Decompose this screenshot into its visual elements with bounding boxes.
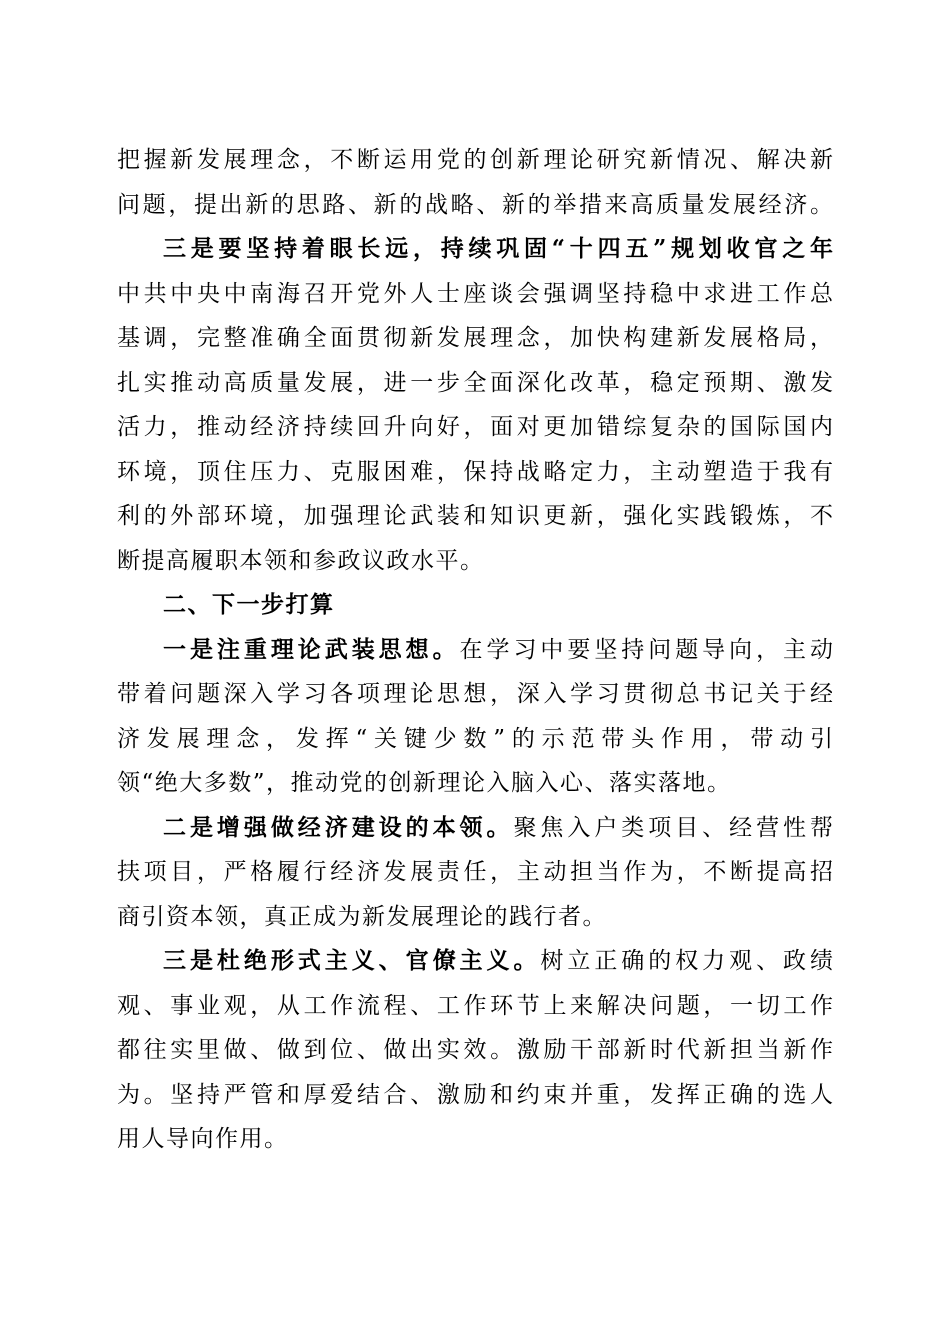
paragraph-lead-line: [117, 939, 833, 984]
body-line: [117, 138, 833, 183]
line-text: 把握新发展理念，不断运用党的创新理论研究新情况、解决新: [117, 147, 833, 173]
body-line: [117, 361, 833, 406]
line-text: 聚焦入户类项目、经营性帮: [513, 814, 834, 841]
line-text: 济发展理念，发挥“关键少数”的示范带头作用，带动引: [117, 725, 833, 752]
line-text: 问题，提出新的思路、新的战略、新的举措来高质量发展经济。: [117, 191, 833, 218]
body-line: [117, 405, 833, 450]
line-text: 基调，完整准确全面贯彻新发展理念，加快构建新发展格局，: [117, 325, 833, 351]
line-text: 带着问题深入学习各项理论思想，深入学习贯彻总书记关于经: [117, 681, 833, 707]
paragraph-lead: 三是杜绝形式主义、官僚主义。: [163, 947, 541, 974]
line-text: 领“绝大多数”，推动党的创新理论入脑入心、落实落地。: [117, 770, 732, 796]
body-line: [117, 672, 833, 717]
body-line: [117, 1117, 833, 1162]
body-line: [117, 1028, 833, 1073]
line-text: 扶项目，严格履行经济发展责任，主动担当作为，不断提高招: [117, 859, 833, 885]
paragraph-lead: 三是要坚持着眼长远，持续巩固“十四五”规划收官之年: [163, 235, 833, 262]
line-text: 活力，推动经济持续回升向好，面对更加错综复杂的国际国内: [117, 414, 833, 440]
line-text: 利的外部环境，加强理论武装和知识更新，强化实践锻炼，不: [117, 503, 833, 529]
line-text: 商引资本领，真正成为新发展理论的践行者。: [117, 903, 607, 930]
paragraph-lead-line: [117, 806, 833, 851]
body-line: [117, 539, 833, 584]
line-text: 观、事业观，从工作流程、工作环节上来解决问题，一切工作: [117, 992, 833, 1019]
body-line: [117, 717, 833, 762]
document-body: [117, 138, 833, 1162]
body-line: [117, 1073, 833, 1118]
line-text: 都往实里做、做到位、做出实效。激励干部新时代新担当新作: [117, 1037, 833, 1063]
paragraph-lead: 一是注重理论武装思想。: [163, 635, 460, 663]
body-line: [117, 272, 833, 317]
body-line: [117, 761, 833, 806]
body-line: [117, 450, 833, 495]
section-heading: [117, 583, 833, 628]
paragraph-lead: 二是增强做经济建设的本领。: [163, 813, 514, 841]
body-line: [117, 316, 833, 361]
line-text: 用人导向作用。: [117, 1126, 289, 1152]
line-text: 扎实推动高质量发展，进一步全面深化改革，稳定预期、激发: [117, 369, 833, 396]
line-text: 断提高履职本领和参政议政水平。: [117, 547, 485, 574]
line-text: 在学习中要坚持问题导向，主动: [459, 636, 834, 663]
line-text: 环境，顶住压力、克服困难，保持战略定力，主动塑造于我有: [117, 458, 833, 485]
body-line: [117, 895, 833, 940]
line-text: 中共中央中南海召开党外人士座谈会强调坚持稳中求进工作总: [117, 280, 833, 307]
paragraph-lead-line: [117, 628, 833, 673]
line-text: 树立正确的权力观、政绩: [540, 948, 834, 974]
body-line: [117, 494, 833, 539]
paragraph-lead-line: [117, 227, 833, 272]
section-heading-text: 二、下一步打算: [163, 591, 335, 618]
body-line: [117, 183, 833, 228]
body-line: [117, 850, 833, 895]
line-text: 为。坚持严管和厚爱结合、激励和约束并重，发挥正确的选人: [117, 1081, 833, 1108]
body-line: [117, 984, 833, 1029]
